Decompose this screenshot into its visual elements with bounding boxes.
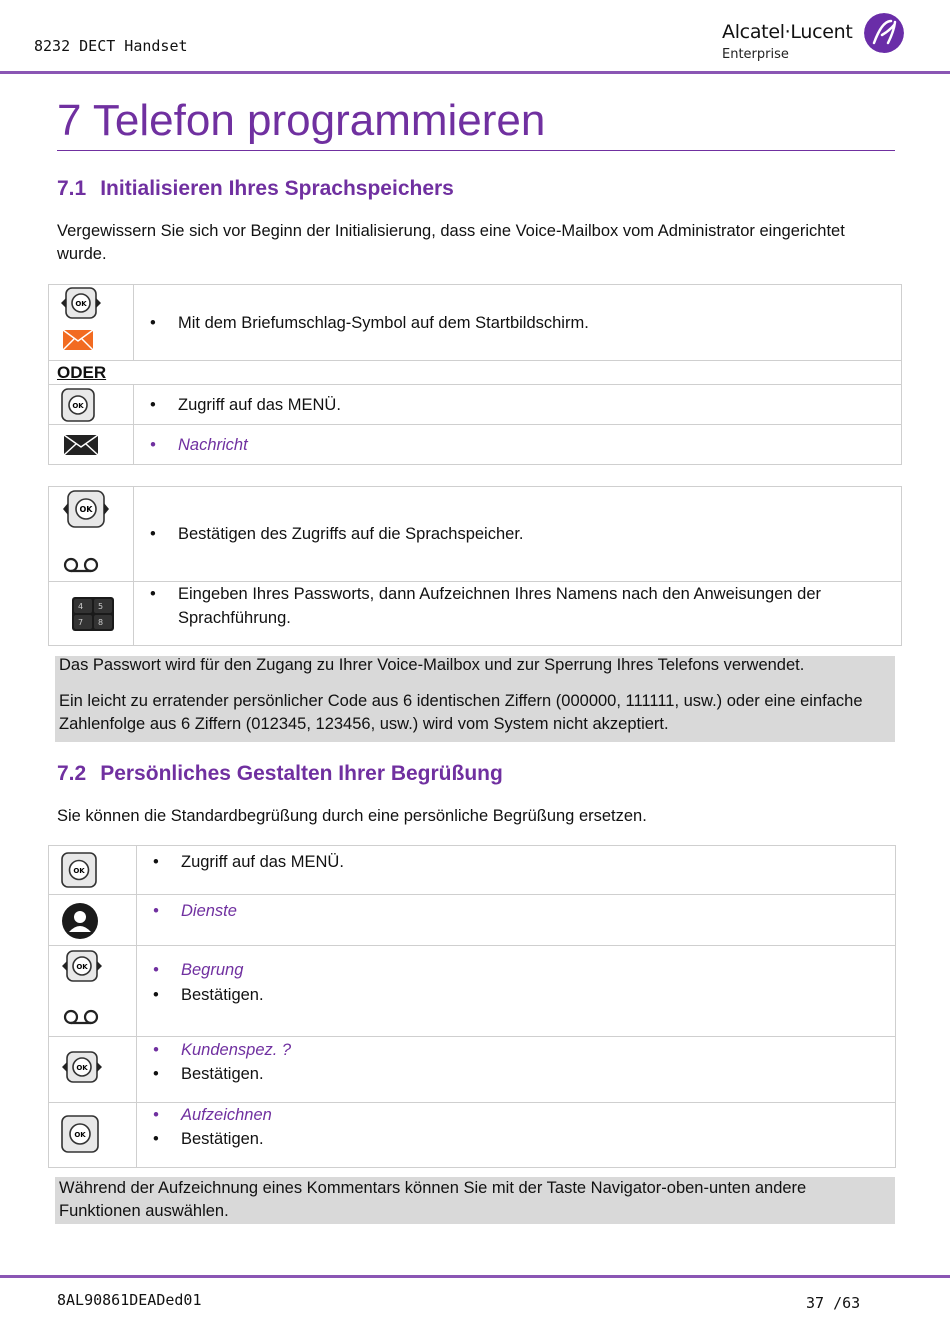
steps-table-3 — [48, 845, 896, 1168]
list-item: • Zugriff auf das MENÜ. — [153, 850, 895, 874]
steps-table-1 — [48, 284, 902, 465]
chapter-rule — [57, 150, 895, 151]
section-intro: Sie können die Standardbegrüßung durch eine persönliche Begrüßung ersetzen. — [57, 807, 647, 825]
icon-cell — [49, 487, 134, 582]
svg-text:OK: OK — [73, 867, 85, 875]
list-item: • Dienste — [153, 899, 895, 923]
list-item: • Bestätigen. — [153, 1062, 895, 1086]
ok-navigator-icon — [61, 950, 103, 984]
section-heading-7-2 — [57, 762, 503, 786]
icon-cell — [49, 425, 134, 465]
icon-cell — [49, 285, 134, 361]
icon-cell — [49, 1103, 137, 1168]
chapter-title: 7 Telefon programmieren — [57, 96, 546, 145]
list-item: • Bestätigen. — [153, 1127, 895, 1151]
list-item: • Mit dem Briefumschlag-Symbol auf dem Startbildschirm. — [150, 311, 901, 335]
note-text: Ein leicht zu erratender persönlicher Code aus 6 identischen Ziffern (000000, 111111, usw.) oder eine einfache Zahlenfolge aus 6 Ziffern (012345, 123456, usw.) wird vom System nicht akzeptiert. — [59, 692, 863, 733]
logo-subtext: Enterprise — [722, 47, 789, 62]
ok-button-icon — [61, 852, 97, 888]
oder-label: ODER — [49, 361, 902, 385]
svg-text:OK: OK — [79, 505, 93, 514]
svg-text:OK: OK — [76, 963, 88, 971]
svg-text:OK: OK — [76, 1064, 88, 1072]
list-item: • Bestätigen des Zugriffs auf die Sprachspeicher. — [150, 522, 901, 546]
logo-mark-icon — [864, 13, 904, 53]
table-row — [49, 1103, 896, 1168]
section-intro: Vergewissern Sie sich vor Beginn der Initialisierung, dass eine Voice-Mailbox vom Administrator eingerichtet wurde. — [57, 222, 845, 263]
svg-text:5: 5 — [98, 602, 104, 611]
table-row — [49, 425, 902, 465]
ok-navigator-icon — [62, 490, 110, 530]
section-number: 7.1 — [57, 177, 87, 200]
footer-page-number: 37 /63 — [806, 1294, 861, 1312]
message-envelope-icon — [63, 434, 99, 456]
list-item: • Eingeben Ihres Passworts, dann Aufzeichnen Ihres Namens nach den Anweisungen der Sprachführung. — [150, 582, 878, 630]
svg-text:OK: OK — [74, 1131, 86, 1139]
table-row — [49, 361, 902, 385]
section-number: 7.2 — [57, 762, 87, 785]
footer-document-id: 8AL90861DEADed01 — [57, 1291, 202, 1309]
section-title: Initialisieren Ihres Sprachspeichers — [100, 177, 454, 200]
footer-rule — [0, 1275, 950, 1278]
steps-table-2 — [48, 486, 902, 646]
user-services-icon — [61, 902, 99, 940]
table-row — [49, 1037, 896, 1103]
list-item: • Kundenspez. ? — [153, 1038, 895, 1062]
list-item: • Bestätigen. — [153, 983, 895, 1007]
ok-navigator-icon — [61, 1051, 103, 1085]
icon-cell — [49, 846, 137, 895]
ok-navigator-icon — [60, 287, 102, 321]
keypad-icon — [72, 597, 114, 631]
table-row — [49, 846, 896, 895]
list-item: • Zugriff auf das MENÜ. — [150, 393, 901, 417]
list-item: • Aufzeichnen — [153, 1103, 895, 1127]
ok-button-icon — [61, 1115, 99, 1153]
voicemail-icon — [63, 557, 99, 573]
icon-cell — [49, 385, 134, 425]
note-text: Das Passwort wird für den Zugang zu Ihrer Voice-Mailbox und zur Sperrung Ihres Telefons verwendet. — [59, 656, 805, 674]
svg-text:OK: OK — [72, 402, 84, 410]
svg-text:8: 8 — [98, 618, 104, 627]
section-title: Persönliches Gestalten Ihrer Begrüßung — [100, 762, 503, 785]
icon-cell — [49, 946, 137, 1037]
table-row — [49, 582, 902, 646]
list-item: • Begrung — [153, 958, 895, 982]
table-row — [49, 385, 902, 425]
svg-text:4: 4 — [78, 602, 84, 611]
header-product-name: 8232 DECT Handset — [34, 37, 188, 55]
ok-button-icon — [61, 388, 95, 422]
icon-cell — [49, 895, 137, 946]
envelope-icon — [62, 329, 94, 351]
table-row — [49, 285, 902, 361]
logo-text: Alcatel·Lucent — [722, 21, 853, 43]
alcatel-lucent-logo — [722, 13, 904, 67]
icon-cell — [49, 1037, 137, 1103]
table-row — [49, 946, 896, 1037]
table-row — [49, 487, 902, 582]
header-rule — [0, 71, 950, 74]
voicemail-icon — [63, 1009, 99, 1025]
svg-text:OK: OK — [75, 300, 87, 308]
list-item: • Nachricht — [150, 433, 901, 457]
note-box — [55, 656, 895, 742]
section-heading-7-1 — [57, 177, 454, 201]
table-row — [49, 895, 896, 946]
note-text: Während der Aufzeichnung eines Kommentars können Sie mit der Taste Navigator-oben-unten andere Funktionen auswählen. — [59, 1179, 807, 1220]
svg-text:7: 7 — [78, 618, 84, 627]
note-box — [55, 1177, 895, 1224]
icon-cell — [49, 582, 134, 646]
